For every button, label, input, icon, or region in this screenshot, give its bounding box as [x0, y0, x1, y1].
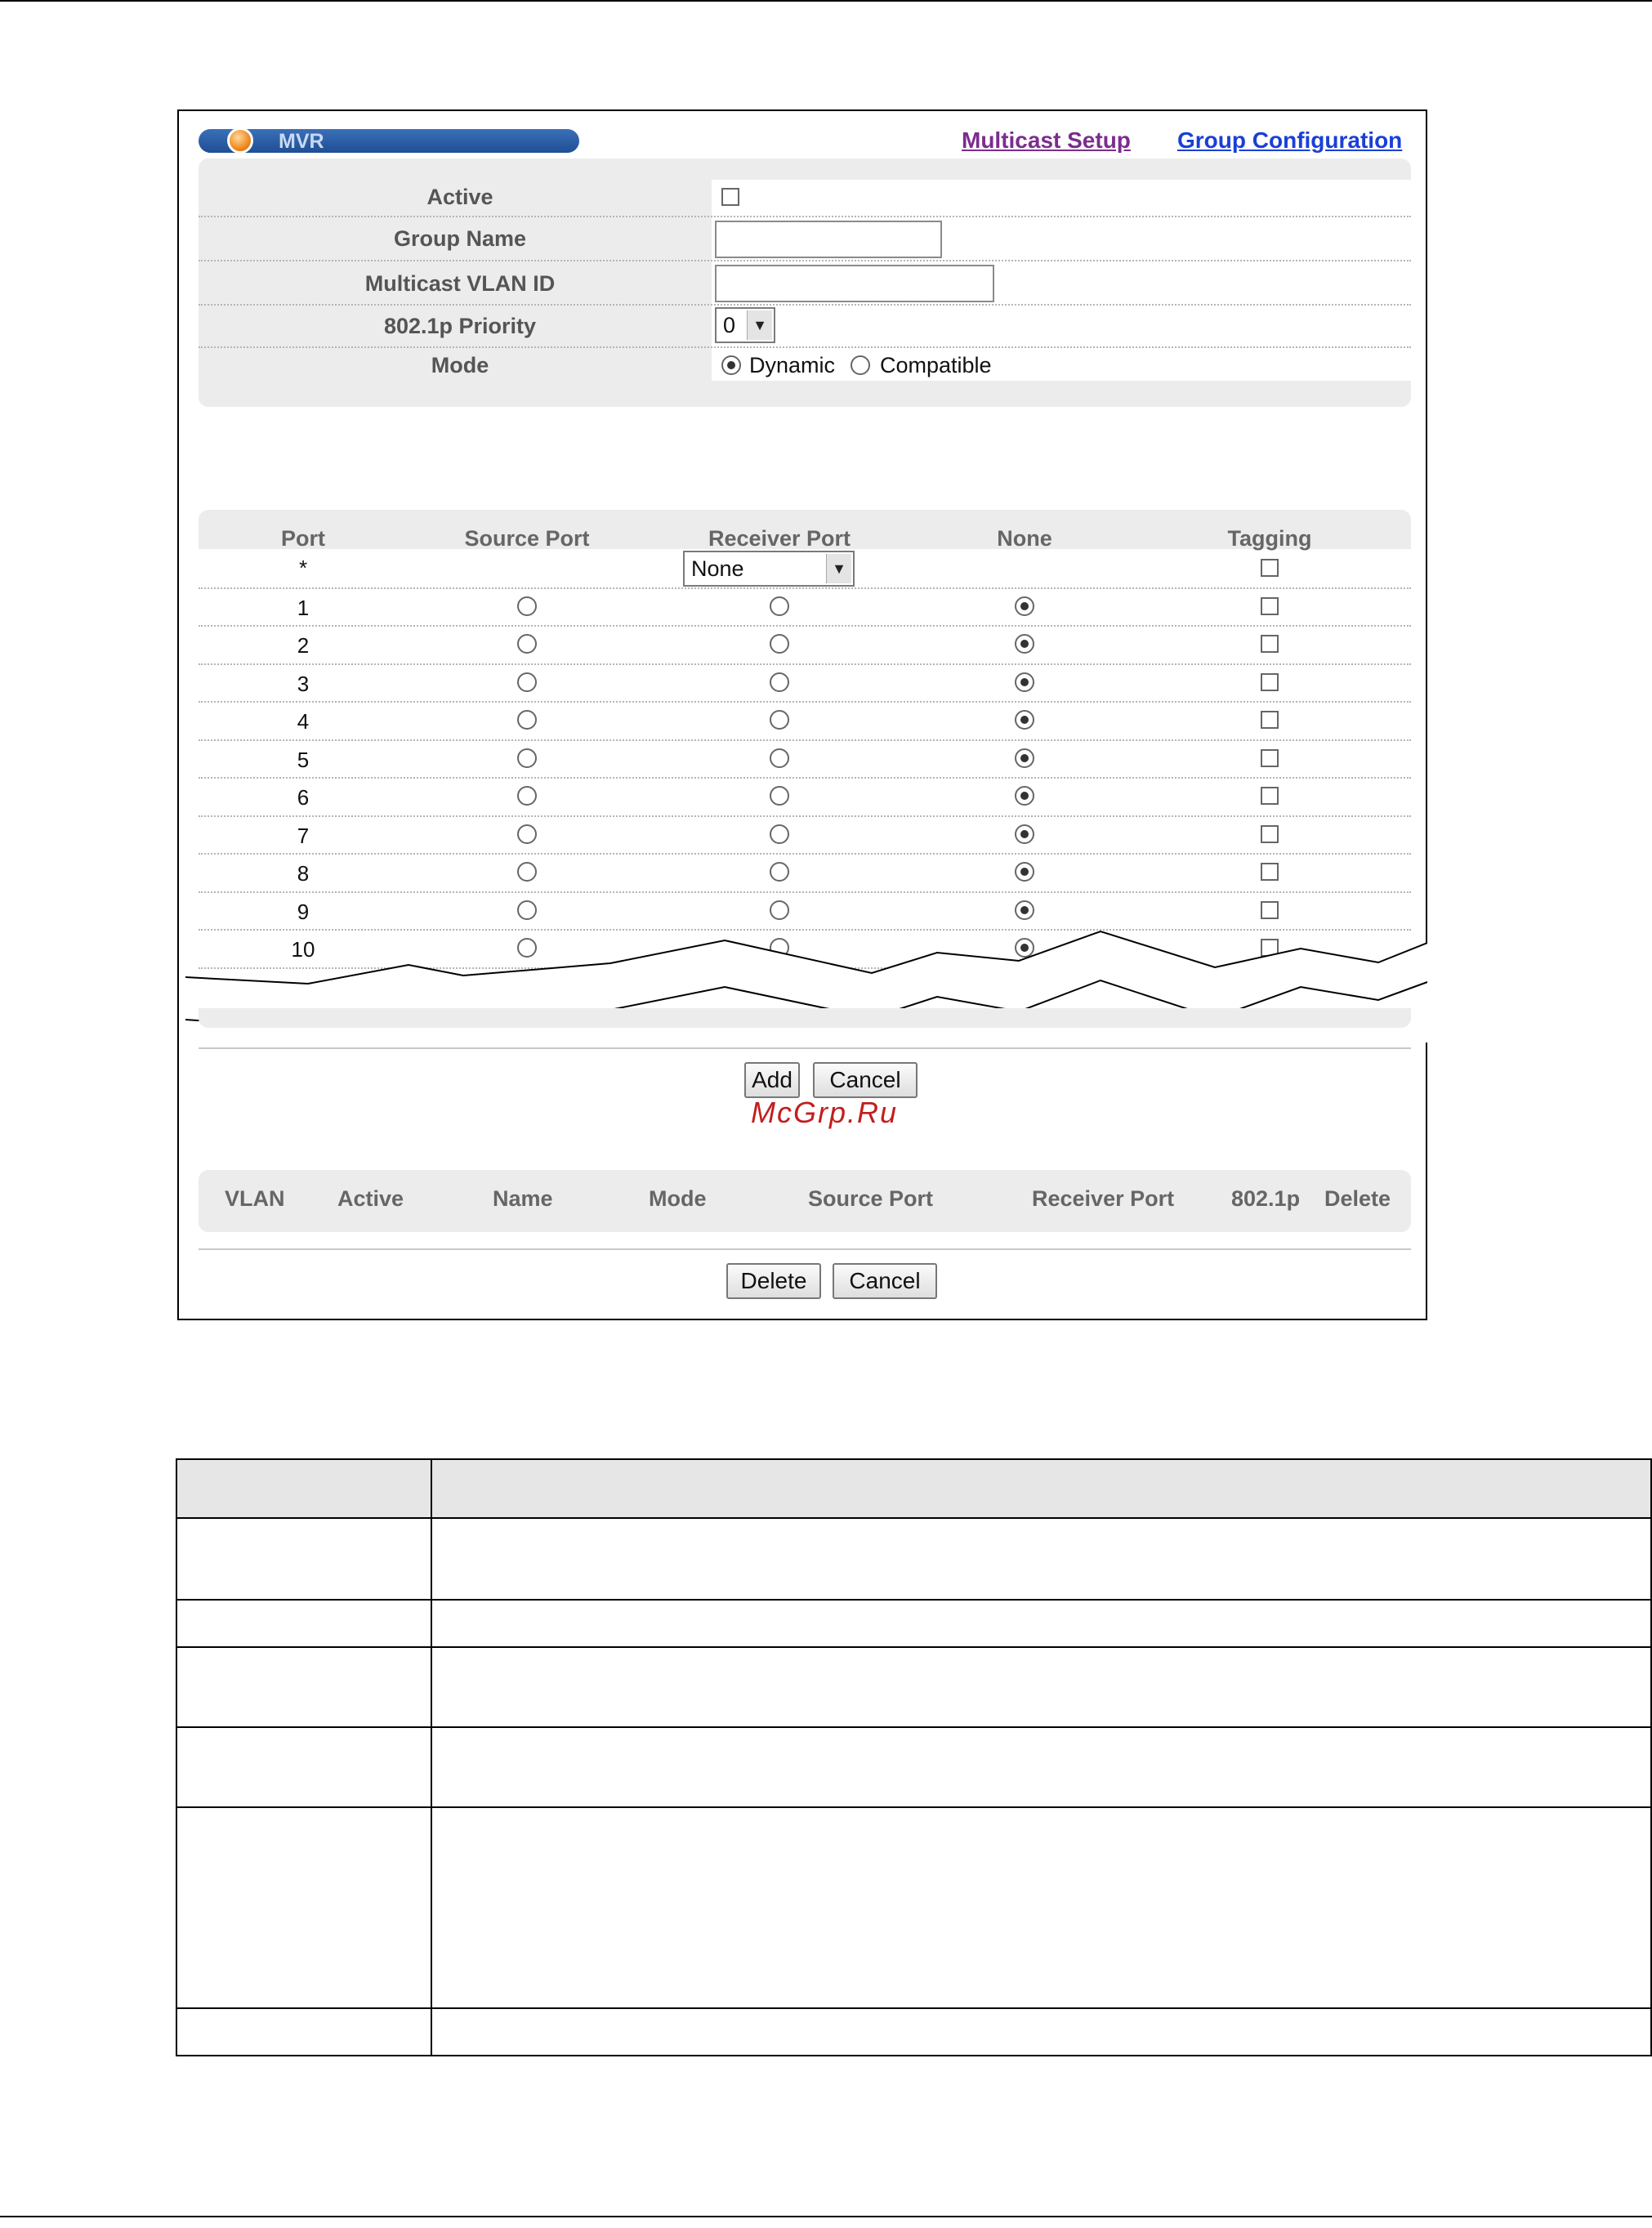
mode-label: Mode — [431, 353, 489, 377]
multicast-setup-link[interactable]: Multicast Setup — [962, 127, 1131, 153]
source-port-header: Source Port — [808, 1186, 934, 1211]
group-list — [199, 1170, 1411, 1232]
receiver-port-header: Receiver Port — [1032, 1186, 1175, 1211]
none-radio[interactable] — [1015, 672, 1034, 692]
none-radio[interactable] — [1015, 824, 1034, 844]
delete-header: Delete — [1324, 1186, 1391, 1211]
description-table — [176, 1458, 1652, 2056]
port-number: 6 — [297, 785, 310, 810]
mode-compatible-radio[interactable] — [851, 355, 870, 375]
group-name-input[interactable] — [715, 221, 942, 258]
source-port-radio[interactable] — [517, 862, 537, 882]
group-configuration-link[interactable]: Group Configuration — [1177, 127, 1403, 153]
receiver-port-radio[interactable] — [770, 900, 789, 920]
row-divider — [199, 346, 1411, 348]
source-port-radio[interactable] — [517, 596, 537, 616]
tagging-checkbox[interactable] — [1261, 825, 1279, 843]
active-checkbox[interactable] — [721, 188, 739, 206]
tagging-checkbox[interactable] — [1261, 901, 1279, 919]
port-number: 3 — [297, 671, 310, 696]
row-divider — [199, 663, 1411, 665]
row-divider — [199, 216, 1411, 217]
source-port-radio[interactable] — [517, 634, 537, 654]
watermark-text: McGrp.Ru — [751, 1096, 899, 1129]
add-button[interactable]: Add — [744, 1062, 800, 1098]
mode-dynamic-radio[interactable] — [721, 355, 741, 375]
port-number: 7 — [297, 823, 310, 848]
settings-panel — [199, 159, 1411, 407]
page-bottom-rule — [0, 2216, 1652, 2217]
orb-icon — [227, 127, 253, 154]
tagging-header: Tagging — [1227, 526, 1312, 551]
source-port-header: Source Port — [464, 526, 590, 551]
mvr-screen — [177, 109, 1427, 1320]
priority-header: 802.1p — [1231, 1186, 1301, 1211]
port-number: 2 — [297, 633, 310, 658]
row-divider — [199, 891, 1411, 893]
source-port-radio[interactable] — [517, 672, 537, 692]
vlan-header: VLAN — [225, 1186, 285, 1211]
priority-select[interactable] — [715, 307, 775, 343]
wildcard-port: * — [298, 556, 308, 580]
receiver-port-header: Receiver Port — [708, 526, 851, 551]
source-port-radio[interactable] — [517, 710, 537, 730]
source-port-radio[interactable] — [517, 824, 537, 844]
page-title: MVR — [279, 130, 324, 153]
cancel-list-button[interactable]: Cancel — [833, 1263, 937, 1299]
chevron-down-icon: ▼ — [747, 310, 772, 340]
port-number: 4 — [297, 709, 310, 734]
active-header: Active — [337, 1186, 404, 1211]
tagging-checkbox[interactable] — [1261, 597, 1279, 615]
row-divider — [199, 587, 1411, 589]
title-bar — [199, 129, 579, 153]
priority-value: 0 — [723, 313, 736, 337]
none-radio[interactable] — [1015, 786, 1034, 806]
none-radio[interactable] — [1015, 862, 1034, 882]
port-number: 8 — [297, 861, 310, 886]
receiver-port-radio[interactable] — [770, 710, 789, 730]
receiver-port-radio[interactable] — [770, 672, 789, 692]
row-divider — [199, 701, 1411, 703]
receiver-port-select-value: None — [691, 556, 744, 581]
receiver-port-radio[interactable] — [770, 786, 789, 806]
receiver-port-select[interactable] — [683, 551, 855, 587]
port-header: Port — [281, 526, 325, 551]
chevron-down-icon: ▼ — [826, 554, 851, 583]
page-top-rule — [0, 0, 1652, 2]
row-divider — [199, 304, 1411, 306]
priority-label: 802.1p Priority — [383, 314, 537, 338]
description-row-divider — [177, 1646, 1650, 1648]
delete-button[interactable]: Delete — [726, 1263, 821, 1299]
receiver-port-radio[interactable] — [770, 634, 789, 654]
group-name-label: Group Name — [393, 226, 527, 251]
tagging-checkbox[interactable] — [1261, 863, 1279, 881]
row-divider — [199, 815, 1411, 817]
tagging-checkbox[interactable] — [1261, 787, 1279, 805]
cancel-button[interactable]: Cancel — [813, 1062, 918, 1098]
divider — [199, 1047, 1411, 1049]
source-port-radio[interactable] — [517, 900, 537, 920]
row-divider — [199, 853, 1411, 855]
tagging-checkbox[interactable] — [1261, 673, 1279, 691]
mode-compatible-label: Compatible — [880, 353, 992, 377]
row-divider — [199, 260, 1411, 261]
mode-dynamic-label: Dynamic — [749, 353, 836, 377]
row-divider — [199, 625, 1411, 627]
source-port-radio[interactable] — [517, 748, 537, 768]
none-radio[interactable] — [1015, 900, 1034, 920]
tagging-checkbox[interactable] — [1261, 711, 1279, 729]
row-divider — [199, 739, 1411, 741]
receiver-port-radio[interactable] — [770, 748, 789, 768]
tagging-checkbox[interactable] — [1261, 749, 1279, 767]
none-header: None — [997, 526, 1052, 551]
port-number: 5 — [297, 747, 310, 772]
none-radio[interactable] — [1015, 748, 1034, 768]
none-radio[interactable] — [1015, 634, 1034, 654]
receiver-port-radio[interactable] — [770, 862, 789, 882]
receiver-port-radio[interactable] — [770, 824, 789, 844]
none-radio[interactable] — [1015, 596, 1034, 616]
vlan-id-label: Multicast VLAN ID — [364, 271, 556, 296]
port-table-bottom — [199, 1008, 1411, 1028]
port-number: 1 — [297, 595, 310, 620]
vlan-id-input[interactable] — [715, 265, 994, 302]
receiver-port-radio[interactable] — [770, 596, 789, 616]
description-table-header — [177, 1460, 1650, 1519]
tagging-all-checkbox[interactable] — [1261, 559, 1279, 577]
divider — [199, 1248, 1411, 1250]
none-radio[interactable] — [1015, 710, 1034, 730]
row-divider — [199, 777, 1411, 779]
description-row-divider — [177, 1599, 1650, 1601]
port-number: 9 — [297, 899, 310, 924]
mode-header: Mode — [649, 1186, 707, 1211]
description-row-divider — [177, 1726, 1650, 1728]
name-header: Name — [493, 1186, 553, 1211]
description-row-divider — [177, 2007, 1650, 2009]
description-column-divider — [431, 1460, 432, 2055]
tagging-checkbox[interactable] — [1261, 635, 1279, 653]
source-port-radio[interactable] — [517, 786, 537, 806]
active-label: Active — [426, 185, 493, 209]
description-row-divider — [177, 1806, 1650, 1808]
port-number: 10 — [291, 937, 315, 962]
